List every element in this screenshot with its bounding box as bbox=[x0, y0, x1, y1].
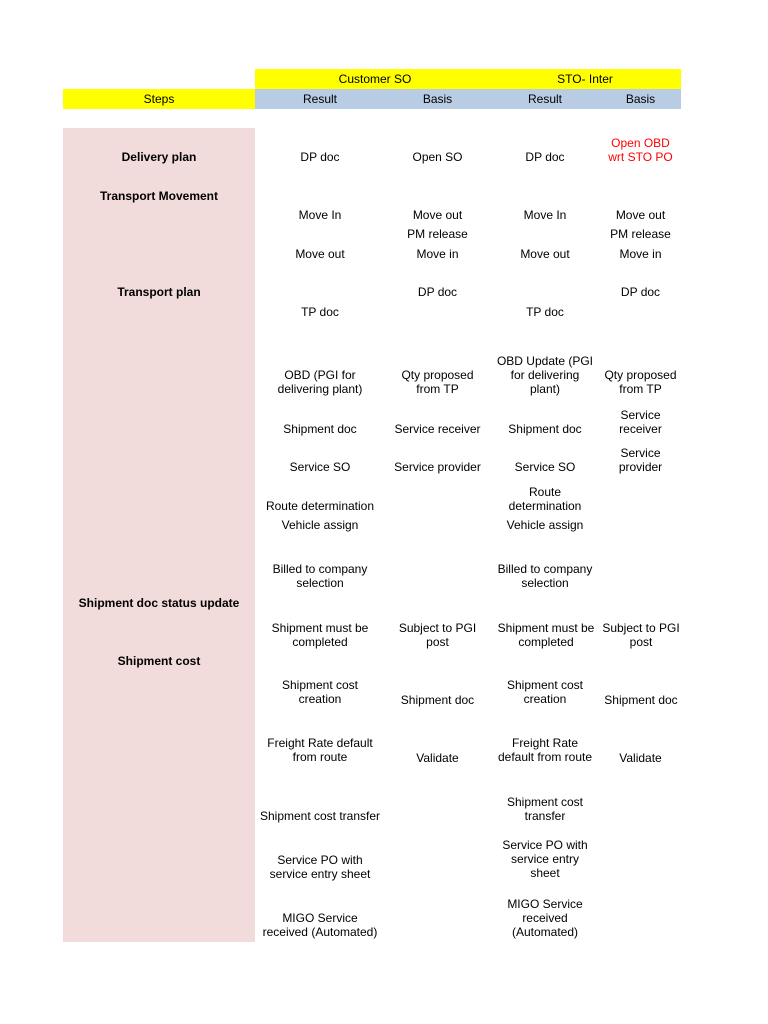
cell-r8-result-customer: Shipment doc bbox=[283, 422, 357, 436]
step-delivery-plan: Delivery plan bbox=[121, 150, 197, 164]
cell-r11-result-customer: Vehicle assign bbox=[281, 518, 359, 532]
cell-r14-result-customer: Shipment cost creation bbox=[281, 678, 359, 706]
cell-r4-basis-sto: Move in bbox=[619, 247, 662, 261]
cell-r12-result-customer: Billed to company selection bbox=[272, 562, 368, 590]
cell-r1-basis-sto: Open OBD wrt STO PO bbox=[608, 136, 673, 164]
cell-r9-result-customer: Service SO bbox=[289, 460, 351, 474]
cell-r15-basis-customer: Validate bbox=[416, 751, 459, 765]
cell-r13-basis-sto: Subject to PGI post bbox=[602, 621, 680, 649]
cell-r11-result-sto: Vehicle assign bbox=[506, 518, 584, 532]
cell-r3-basis-sto: PM release bbox=[610, 227, 671, 241]
step-transport-plan: Transport plan bbox=[117, 285, 201, 299]
cell-r2-basis-sto: Move out bbox=[615, 208, 666, 222]
cell-r3-basis-customer: PM release bbox=[407, 227, 468, 241]
cell-r2-result-customer: Move In bbox=[298, 208, 342, 222]
cell-r1-result-sto: DP doc bbox=[525, 150, 565, 164]
cell-r7-basis-sto: Qty proposed from TP bbox=[604, 368, 677, 396]
cell-r2-basis-customer: Move out bbox=[412, 208, 463, 222]
cell-r4-result-customer: Move out bbox=[295, 247, 345, 261]
cell-r7-basis-customer: Qty proposed from TP bbox=[401, 368, 474, 396]
step-transport-movement: Transport Movement bbox=[99, 189, 219, 203]
cell-r10-result-customer: Route determination bbox=[265, 499, 375, 513]
cell-r1-basis-customer: Open SO bbox=[412, 150, 463, 164]
cell-r15-result-sto: Freight Rate default from route bbox=[497, 736, 593, 764]
cell-r6-result-customer: TP doc bbox=[301, 305, 339, 319]
cell-r12-result-sto: Billed to company selection bbox=[497, 562, 593, 590]
steps-column-background bbox=[63, 128, 255, 942]
header-result-customer: Result bbox=[302, 92, 337, 106]
cell-r9-result-sto: Service SO bbox=[514, 460, 576, 474]
cell-r8-result-sto: Shipment doc bbox=[508, 422, 582, 436]
cell-r14-result-sto: Shipment cost creation bbox=[506, 678, 584, 706]
cell-r8-basis-customer: Service receiver bbox=[394, 422, 481, 436]
cell-r7-result-customer: OBD (PGI for delivering plant) bbox=[277, 368, 363, 396]
step-shipment-doc-status-update: Shipment doc status update bbox=[78, 596, 240, 610]
cell-r13-basis-customer: Subject to PGI post bbox=[398, 621, 477, 649]
cell-r9-basis-sto: Service provider bbox=[618, 446, 663, 474]
cell-r4-result-sto: Move out bbox=[520, 247, 570, 261]
cell-r1-result-customer: DP doc bbox=[300, 150, 340, 164]
cell-r18-result-customer: MIGO Service received (Automated) bbox=[262, 911, 378, 939]
cell-r14-basis-customer: Shipment doc bbox=[400, 693, 475, 707]
cell-r15-result-customer: Freight Rate default from route bbox=[267, 736, 373, 764]
header-basis-sto: Basis bbox=[625, 92, 656, 106]
cell-r17-result-sto: Service PO with service entry sheet bbox=[502, 838, 588, 880]
header-result-sto: Result bbox=[527, 92, 562, 106]
cell-r2-result-sto: Move In bbox=[523, 208, 567, 222]
cell-r8-basis-sto: Service receiver bbox=[619, 408, 662, 436]
cell-r16-result-customer: Shipment cost transfer bbox=[259, 809, 381, 823]
step-shipment-cost: Shipment cost bbox=[117, 654, 201, 668]
cell-r5-basis-customer: DP doc bbox=[417, 285, 458, 299]
header-sto-inter: STO- Inter bbox=[557, 72, 613, 86]
header-basis-customer: Basis bbox=[422, 92, 453, 106]
cell-r16-result-sto: Shipment cost transfer bbox=[506, 795, 584, 823]
cell-r7-result-sto: OBD Update (PGI for delivering plant) bbox=[496, 354, 594, 396]
header-steps: Steps bbox=[63, 89, 255, 109]
cell-r6-result-sto: TP doc bbox=[526, 305, 564, 319]
cell-r13-result-customer: Shipment must be completed bbox=[271, 621, 369, 649]
cell-r17-result-customer: Service PO with service entry sheet bbox=[269, 853, 371, 881]
cell-r15-basis-sto: Validate bbox=[619, 751, 662, 765]
cell-r9-basis-customer: Service provider bbox=[394, 460, 481, 474]
cell-r14-basis-sto: Shipment doc bbox=[604, 693, 678, 707]
header-customer-so: Customer SO bbox=[338, 72, 412, 86]
cell-r10-result-sto: Route determination bbox=[508, 485, 582, 513]
cell-r4-basis-customer: Move in bbox=[416, 247, 459, 261]
cell-r5-basis-sto: DP doc bbox=[620, 285, 661, 299]
cell-r18-result-sto: MIGO Service received (Automated) bbox=[507, 897, 583, 939]
cell-r13-result-sto: Shipment must be completed bbox=[497, 621, 595, 649]
